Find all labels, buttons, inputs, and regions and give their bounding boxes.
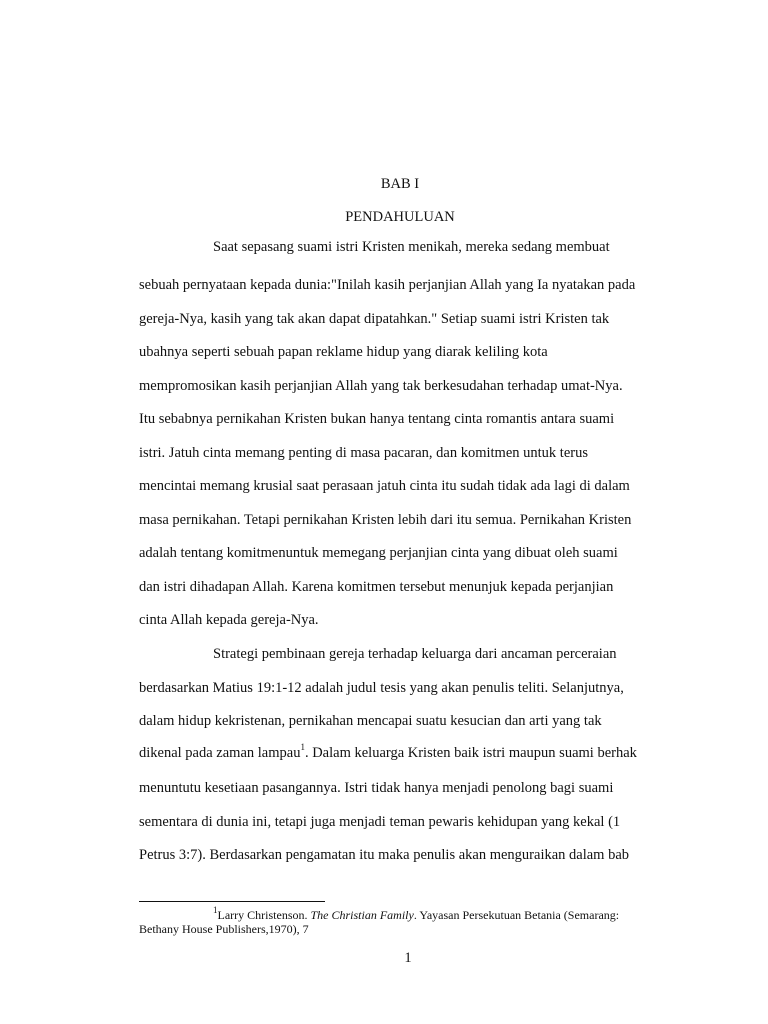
paragraph-line: dan istri dihadapan Allah. Karena komitmen tersebut menunjuk kepada perjanjian [139,579,614,595]
footnote-reference[interactable]: 1 [300,742,305,753]
chapter-title: PENDAHULUAN [345,209,455,225]
footnote-divider [139,901,325,902]
paragraph-line: Saat sepasang suami istri Kristen menikah, mereka sedang membuat [213,239,610,255]
paragraph-line: berdasarkan Matius 19:1-12 adalah judul tesis yang akan penulis teliti. Selanjutnya, [139,680,624,696]
paragraph-line: ubahnya seperti sebuah papan reklame hidup yang diarak keliling kota [139,344,548,360]
paragraph-line: Itu sebabnya pernikahan Kristen bukan hanya tentang cinta romantis antara suami [139,411,615,427]
paragraph-line: adalah tentang komitmenuntuk memegang perjanjian cinta yang dibuat oleh suami [139,545,618,561]
paragraph-line: masa pernikahan. Tetapi pernikahan Kristen lebih dari itu semua. Pernikahan Kristen [139,512,632,528]
footnote-author: Larry Christenson. [217,908,311,922]
chapter-number: BAB I [380,176,420,192]
paragraph-line: istri. Jatuh cinta memang penting di masa pacaran, dan komitmen untuk terus [139,445,588,461]
paragraph-line: menuntutu kesetiaan pasangannya. Istri tidak hanya menjadi penolong bagi suami [139,780,614,796]
paragraph-text: . Dalam keluarga Kristen baik istri maupun suami berhak [304,745,637,761]
footnote-publisher: . Yayasan Persekutuan Betania (Semarang: [413,908,620,922]
footnote-book-title: The Christian Family [310,908,414,922]
paragraph-text: dikenal pada zaman lampau [139,745,301,761]
paragraph-line: mempromosikan kasih perjanjian Allah yang tak berkesudahan terhadap umat-Nya. [139,378,623,394]
paragraph-line: dalam hidup kekristenan, pernikahan mencapai suatu kesucian dan arti yang tak [139,713,602,729]
footnote-line: Bethany House Publishers,1970), 7 [139,922,309,936]
footnote-line [213,905,620,923]
paragraph-line: sebuah pernyataan kepada dunia:"Inilah kasih perjanjian Allah yang Ia nyatakan pada [139,277,636,293]
paragraph-line: Strategi pembinaan gereja terhadap keluarga dari ancaman perceraian [213,646,617,662]
page-number: 1 [404,950,412,966]
paragraph-line: cinta Allah kepada gereja-Nya. [139,612,319,628]
paragraph-line: gereja-Nya, kasih yang tak akan dapat dipatahkan." Setiap suami istri Kristen tak [139,311,610,327]
paragraph-line: Petrus 3:7). Berdasarkan pengamatan itu maka penulis akan menguraikan dalam bab [139,847,630,863]
paragraph-line: mencintai memang krusial saat perasaan jatuh cinta itu sudah tidak ada lagi di dalam [139,478,630,494]
paragraph-line: sementara di dunia ini, tetapi juga menjadi teman pewaris kehidupan yang kekal (1 [139,814,621,830]
paragraph-line [139,744,637,762]
footnote-number: 1 [213,905,218,915]
